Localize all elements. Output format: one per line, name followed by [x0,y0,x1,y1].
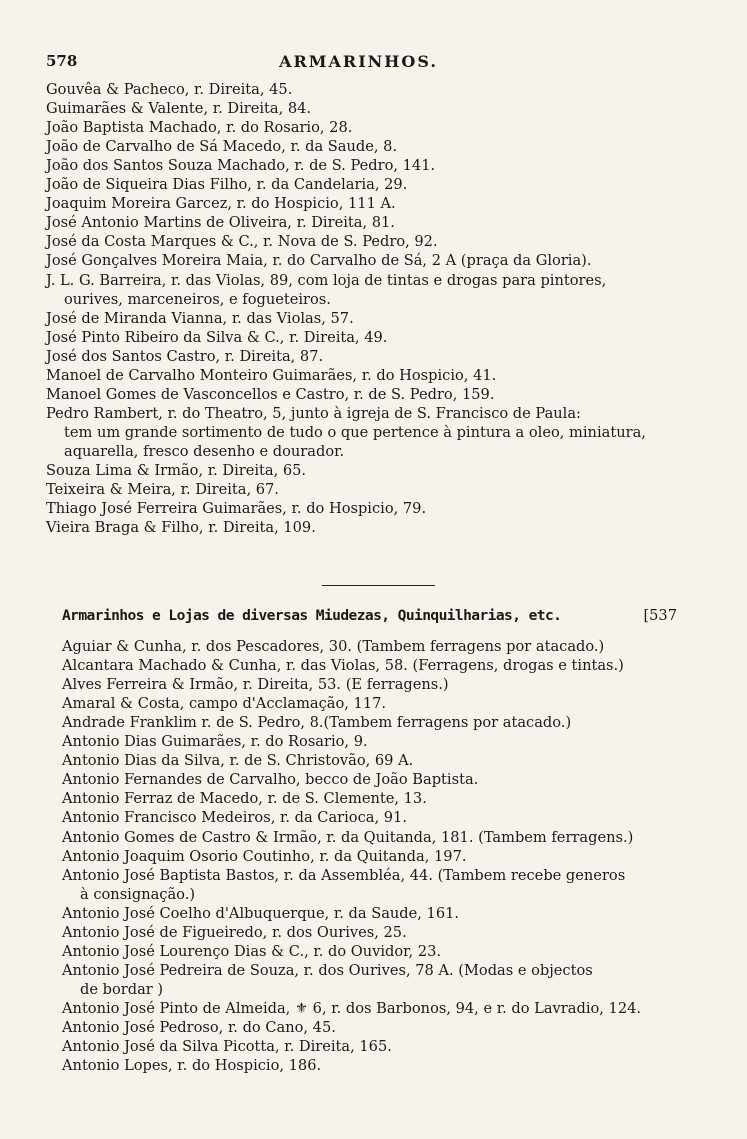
entry-text: João de Carvalho de Sá Macedo, r. da Saude, 8. [46,138,398,156]
entry-text: Teixeira & Meira, r. Direita, 67. [46,481,279,499]
entry-text: Antonio José Pedreira de Souza, r. dos Ourives, 78 A. (Modas e objectos [62,961,593,979]
list-item [46,499,426,518]
section-reference: [537 [643,607,677,624]
list-item [62,656,624,675]
entry-text: José da Costa Marques & C., r. Nova de S. Pedro, 92. [46,233,438,251]
list-item [62,923,407,942]
page-header [46,52,671,74]
list-item [62,675,449,694]
entry-text: J. L. G. Barreira, r. das Violas, 89, com loja de tintas e drogas para pintores, [46,271,607,289]
entry-text: Antonio Francisco Medeiros, r. da Carioca, 91. [62,809,407,827]
list-item [62,866,702,904]
entry-text: João Baptista Machado, r. do Rosario, 28. [46,119,353,137]
list-item [62,999,641,1018]
entry-text: Gouvêa & Pacheco, r. Direita, 45. [46,81,293,98]
entry-text: Antonio José da Silva Picotta, r. Direita, 165. [62,1038,392,1056]
entry-text: Pedro Rambert, r. do Theatro, 5, junto à igreja de S. Francisco de Paula: [46,404,581,422]
list-item [46,156,435,175]
list-item [62,828,633,847]
entry-text: Antonio Fernandes de Carvalho, becco de João Baptista. [62,771,479,789]
list-item [46,347,323,366]
list-item [62,961,702,999]
entry-text: Thiago José Ferreira Guimarães, r. do Hospicio, 79. [46,500,427,518]
list-item [46,366,496,385]
list-item [62,789,427,808]
list-item [46,118,352,137]
section-divider [322,585,435,586]
list-item [46,518,316,537]
list-item [62,1018,336,1037]
entry-text: João de Siqueira Dias Filho, r. da Candelaria, 29. [46,176,408,194]
list-item [62,732,368,751]
list-item [62,713,571,732]
entry-text: Souza Lima & Irmão, r. Direita, 65. [46,462,307,479]
list-item [62,808,407,827]
entry-text: Alcantara Machado & Cunha, r. das Violas, 58. (Ferragens, drogas e tintas.) [62,657,624,675]
entry-text: Alves Ferreira & Irmão, r. Direita, 53. (E ferragens.) [62,676,449,694]
entry-text: José de Miranda Vianna, r. das Violas, 57. [46,309,354,327]
entry-text: Joaquim Moreira Garcez, r. do Hospicio, 111 A. [46,195,396,213]
entry-text: Vieira Braga & Filho, r. Direita, 109. [46,519,316,537]
entry-text: Manoel Gomes de Vasconcellos e Castro, r. de S. Pedro, 159. [46,385,495,403]
list-item [46,271,706,309]
list-item [46,251,592,270]
page-number: 578 [46,52,78,70]
entry-text: José Pinto Ribeiro da Silva & C., r. Direita, 49. [46,328,388,346]
entry-text: Antonio Dias Guimarães, r. do Rosario, 9. [62,733,368,751]
list-item [46,99,311,118]
entry-text: Andrade Franklim r. de S. Pedro, 8.(Tambem ferragens por atacado.) [62,714,572,732]
entry-text: Guimarães & Valente, r. Direita, 84. [46,100,312,118]
list-item [46,309,354,328]
list-item [62,770,478,789]
entry-text: João dos Santos Souza Machado, r. de S. Pedro, 141. [46,157,436,175]
entry-text: Manoel de Carvalho Monteiro Guimarães, r. do Hospicio, 41. [46,366,497,384]
list-item [46,80,292,99]
entry-continuation: tem um grande sortimento de tudo o que pertence à pintura a oleo, miniatura, aquarella, fresco desenho e dourador. [64,423,646,460]
entry-continuation: ourives, marceneiros, e fogueteiros. [64,290,331,308]
section-title: Armarinhos e Lojas de diversas Miudezas, Quinquilharias, etc. [62,607,562,624]
entry-text: Antonio José Lourenço Dias & C., r. do Ouvidor, 23. [62,942,442,960]
list-item [46,480,279,499]
list-item [62,751,413,770]
running-title: ARMARINHOS. [279,52,438,71]
entry-text: Antonio Dias da Silva, r. de S. Christovão, 69 A. [62,752,414,770]
list-item [62,1056,321,1075]
entry-text: José dos Santos Castro, r. Direita, 87. [46,347,324,365]
entry-text: José Gonçalves Moreira Maia, r. do Carvalho de Sá, 2 A (praça da Gloria). [46,252,592,270]
entry-text: Antonio José Coelho d'Albuquerque, r. da Saude, 161. [62,904,460,922]
list-item [46,404,706,461]
section-heading [62,607,677,629]
list-item [46,194,396,213]
list-item [46,385,494,404]
list-item [46,213,395,232]
list-item [62,694,386,713]
entry-text: Antonio José de Figueiredo, r. dos Ourives, 25. [62,923,407,941]
list-item [62,637,604,656]
list-item [62,1037,392,1056]
list-item [62,942,441,961]
entry-text: Antonio Ferraz de Macedo, r. de S. Clemente, 13. [62,790,427,808]
entry-text: Antonio Gomes de Castro & Irmão, r. da Quitanda, 181. (Tambem ferragens.) [62,828,634,846]
entry-text: Amaral & Costa, campo d'Acclamação, 117. [62,695,387,713]
list-item [46,328,387,347]
entry-continuation: à consignação.) [80,885,196,903]
entry-text: Antonio José Baptista Bastos, r. da Assembléa, 44. (Tambem recebe generos [62,866,626,884]
list-item [46,175,407,194]
entry-text: Antonio José Pedroso, r. do Cano, 45. [62,1019,336,1036]
entry-text: Antonio Lopes, r. do Hospicio, 186. [62,1057,322,1075]
list-item [46,137,397,156]
list-item [62,904,459,923]
entry-text: Antonio José Pinto de Almeida, ⚜ 6, r. dos Barbonos, 94, e r. do Lavradio, 124. [62,999,642,1017]
list-item [62,847,467,866]
entry-text: José Antonio Martins de Oliveira, r. Direita, 81. [46,214,395,232]
entry-text: Antonio Joaquim Osorio Coutinho, r. da Quitanda, 197. [62,847,467,865]
entry-text: Aguiar & Cunha, r. dos Pescadores, 30. (Tambem ferragens por atacado.) [62,638,605,655]
entry-continuation: de bordar ) [80,980,164,998]
list-item [46,232,438,251]
list-item [46,461,306,480]
